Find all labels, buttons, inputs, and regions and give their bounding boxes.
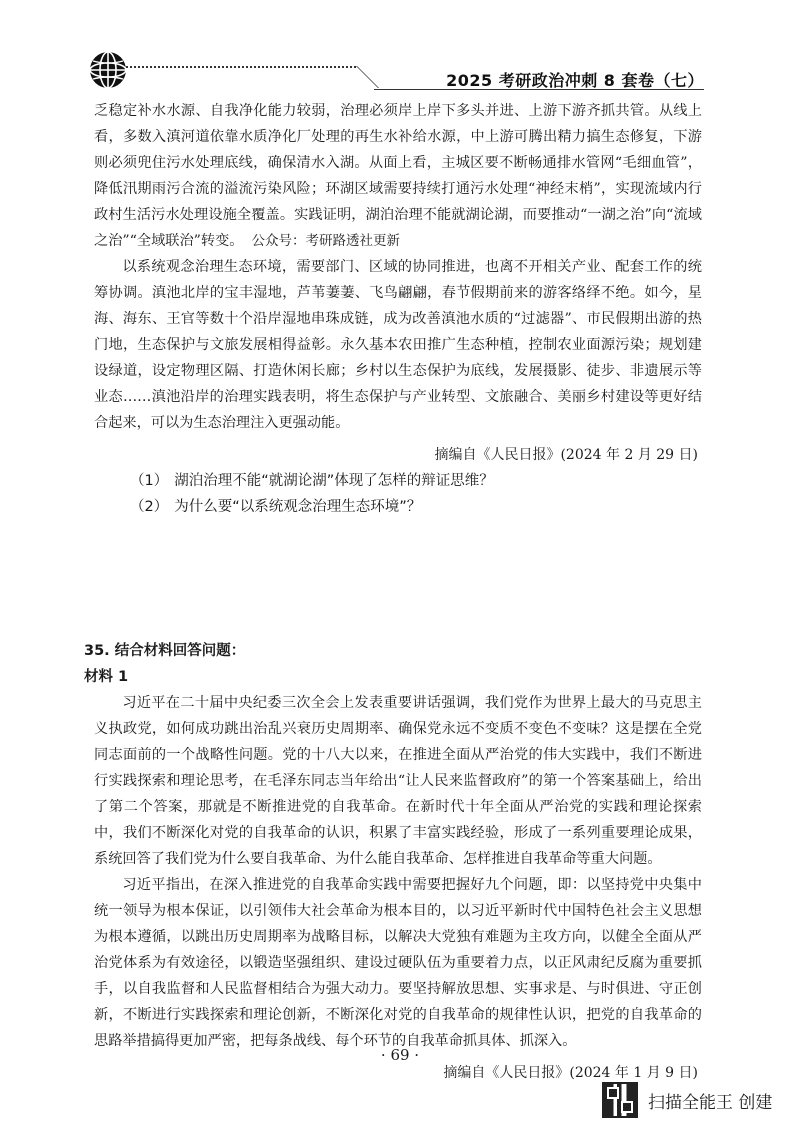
page-number: · 69 · xyxy=(380,1046,420,1064)
continuation-paragraph-2: 以系统观念治理生态环境，需要部门、区域的协同推进，也离不开相关产业、配套工作的统筹协调。滇池北岸的宝丰湿地，芦苇萋萋、飞鸟翩翩，春节假期前来的游客络绎不绝。如今，星海、海东、王官等数十个沿岸湿地串珠成链，成为改善滇池水质的“过滤器”、市民假期出游的热门地，生态保护与文旅发展相得益彰。永久基本农田推广生态种植，控制农业面源污染；规划建设绿道，设定物理区隔、打造休闲长廊；乡村以生态保护为底线，发展摄影、徒步、非遗展示等业态……滇池沿岸的治理实践表明，将生态保护与产业转型、文旅融合、美丽乡村建设等更好结合起来，可以为生态治理注入更强动能。 xyxy=(94,259,702,431)
material-1-label: 材料 1 xyxy=(84,669,129,685)
header-slash xyxy=(356,66,401,88)
answer-space xyxy=(94,520,702,638)
qr-code-icon xyxy=(602,1082,638,1118)
material-1-paragraph-1: 习近平在二十届中央纪委三次全会上发表重要讲话强调，我们党作为世界上最大的马克思主义执政党，如何成功跳出治乱兴衰历史周期率、确保党永远不变质不变色不变味？这是摆在全党同志面前的一个战略性问题。党的十八大以来，在推进全面从严治党的伟大实践中，我们不断进行实践探索和理论思考，在毛泽东同志当年给出“让人民来监督政府”的第一个答案基础上，给出了第二个答案，那就是不断推进党的自我革命。在新时代十年全面从严治党的实践和理论探索中，我们不断深化对党的自我革命的认识，积累了丰富实践经验，形成了一系列重要理论成果，系统回答了我们党为什么要自我革命、为什么能自我革命、怎样推进自我革命等重大问题。 xyxy=(94,695,702,867)
question-2 xyxy=(130,494,702,520)
question-1-text: 湖泊治理不能“就湖论湖”体现了怎样的辩证思维？ xyxy=(174,473,494,489)
material-1-paragraph-2: 习近平指出，在深入推进党的自我革命实践中需要把握好九个问题，即：以坚持党中央集中统一领导为根本保证，以引领伟大社会革命为根本目的，以习近平新时代中国特色社会主义思想为根本遵循，以跳出历史周期率为战略目标，以解决大党独有难题为主攻方向，以健全全面从严治党体系为有效途径，以锻造坚强组织、建设过硬队伍为重要着力点，以正风肃纪反腐为重要抓手，以自我监督和人民监督相结合为强大动力。要坚持解放思想、实事求是、与时俱进、守正创新，不断进行实践探索和理论创新，不断深化对党的自我革命的规律性认识，把党的自我革命的思路举措搞得更加严密，把每条战线、每个环节的自我革命抓具体、抓深入。 xyxy=(94,877,702,1049)
question-1-number: （1） xyxy=(130,473,169,489)
page-content xyxy=(84,98,702,1086)
question-35-heading: 35. 结合材料回答问题： xyxy=(84,643,246,659)
source-citation-2: 摘编自《人民日报》(2024 年 1 月 9 日) xyxy=(443,1065,698,1081)
public-account-note: 公众号：考研路透社更新 xyxy=(251,233,400,249)
globe-logo-icon xyxy=(88,50,128,90)
page-header xyxy=(88,46,708,96)
source-citation-1: 摘编自《人民日报》(2024 年 2 月 29 日) xyxy=(434,447,698,463)
continuation-text-1: 乏稳定补水水源、自我净化能力较弱，治理必须岸上岸下多头并进、上游下游齐抓共管。从线上看，多数入滇河道依靠水质净化厂处理的再生水补给水源，中上游可腾出精力搞生态修复，下游则必须兜住污水处理底线，确保清水入湖。从面上看，主城区要不断畅通排水管网“毛细血管”，降低汛期雨污合流的溢流污染风险；环湖区域需要持续打通污水处理“神经末梢”，实现流域内行政村生活污水处理设施全覆盖。实践证明，湖泊治理不能就湖论湖，而要推动“一湖之治”向“流域之治”“全域联治”转变。 xyxy=(94,103,702,249)
scanner-watermark: 扫描全能王 创建 xyxy=(648,1093,773,1113)
header-title: 2025 考研政治冲刺 8 套卷（七） xyxy=(446,71,704,90)
question-2-text: 为什么要“以系统观念治理生态环境”？ xyxy=(174,499,422,515)
continuation-paragraph-1 xyxy=(94,98,702,254)
header-dotted-line xyxy=(126,66,356,68)
question-1 xyxy=(130,468,702,494)
question-2-number: （2） xyxy=(130,499,169,515)
